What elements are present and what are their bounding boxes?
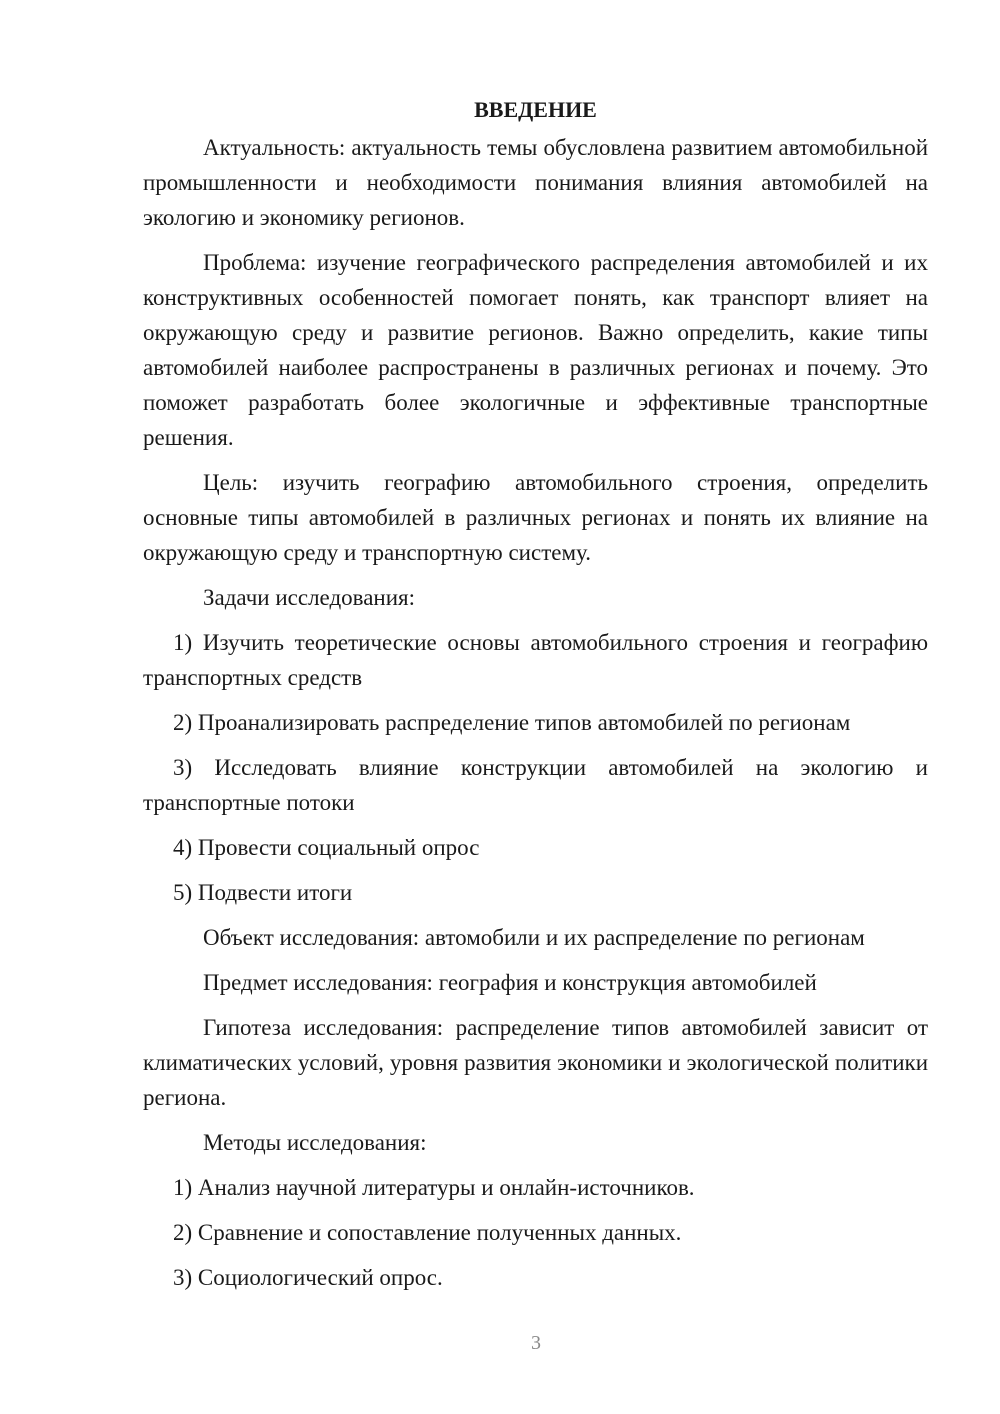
task-item-3: 3) Исследовать влияние конструкции автомобилей на экологию и транспортные потоки	[143, 755, 928, 815]
document-body	[143, 92, 928, 1305]
methods-heading: Методы исследования:	[203, 1130, 427, 1155]
method-item-1: 1) Анализ научной литературы и онлайн-источников.	[173, 1175, 695, 1200]
subject-paragraph: Предмет исследования: география и конструкция автомобилей	[203, 970, 817, 995]
hypothesis-paragraph: Гипотеза исследования: распределение типов автомобилей зависит от климатических условий, уровня развития экономики и экологической политики региона.	[143, 1015, 928, 1110]
goal-paragraph: Цель: изучить географию автомобильного строения, определить основные типы автомобилей в различных регионах и понять их влияние на окружающую среду и транспортную систему.	[143, 470, 928, 565]
problem-paragraph: Проблема: изучение географического распределения автомобилей и их конструктивных особенностей помогает понять, как транспорт влияет на окружающую среду и развитие регионов. Важно определить, какие типы автомобилей наиболее распространены в различных регионах и почему. Это поможет разработать более экологичные и эффективные транспортные решения.	[143, 250, 928, 450]
task-item-1: 1) Изучить теоретические основы автомобильного строения и географию транспортных средств	[143, 630, 928, 690]
object-paragraph: Объект исследования: автомобили и их распределение по регионам	[203, 925, 865, 950]
tasks-heading: Задачи исследования:	[203, 585, 416, 610]
page-title: ВВЕДЕНИЕ	[474, 97, 597, 122]
method-item-2: 2) Сравнение и сопоставление полученных данных.	[173, 1220, 682, 1245]
task-item-2: 2) Проанализировать распределение типов автомобилей по регионам	[173, 710, 851, 735]
page-number: 3	[531, 1332, 541, 1354]
task-item-4: 4) Провести социальный опрос	[173, 835, 480, 860]
method-item-3: 3) Социологический опрос.	[173, 1265, 443, 1290]
relevance-paragraph: Актуальность: актуальность темы обусловлена развитием автомобильной промышленности и необходимости понимания влияния автомобилей на экологию и экономику регионов.	[143, 135, 928, 230]
task-item-5: 5) Подвести итоги	[173, 880, 353, 905]
